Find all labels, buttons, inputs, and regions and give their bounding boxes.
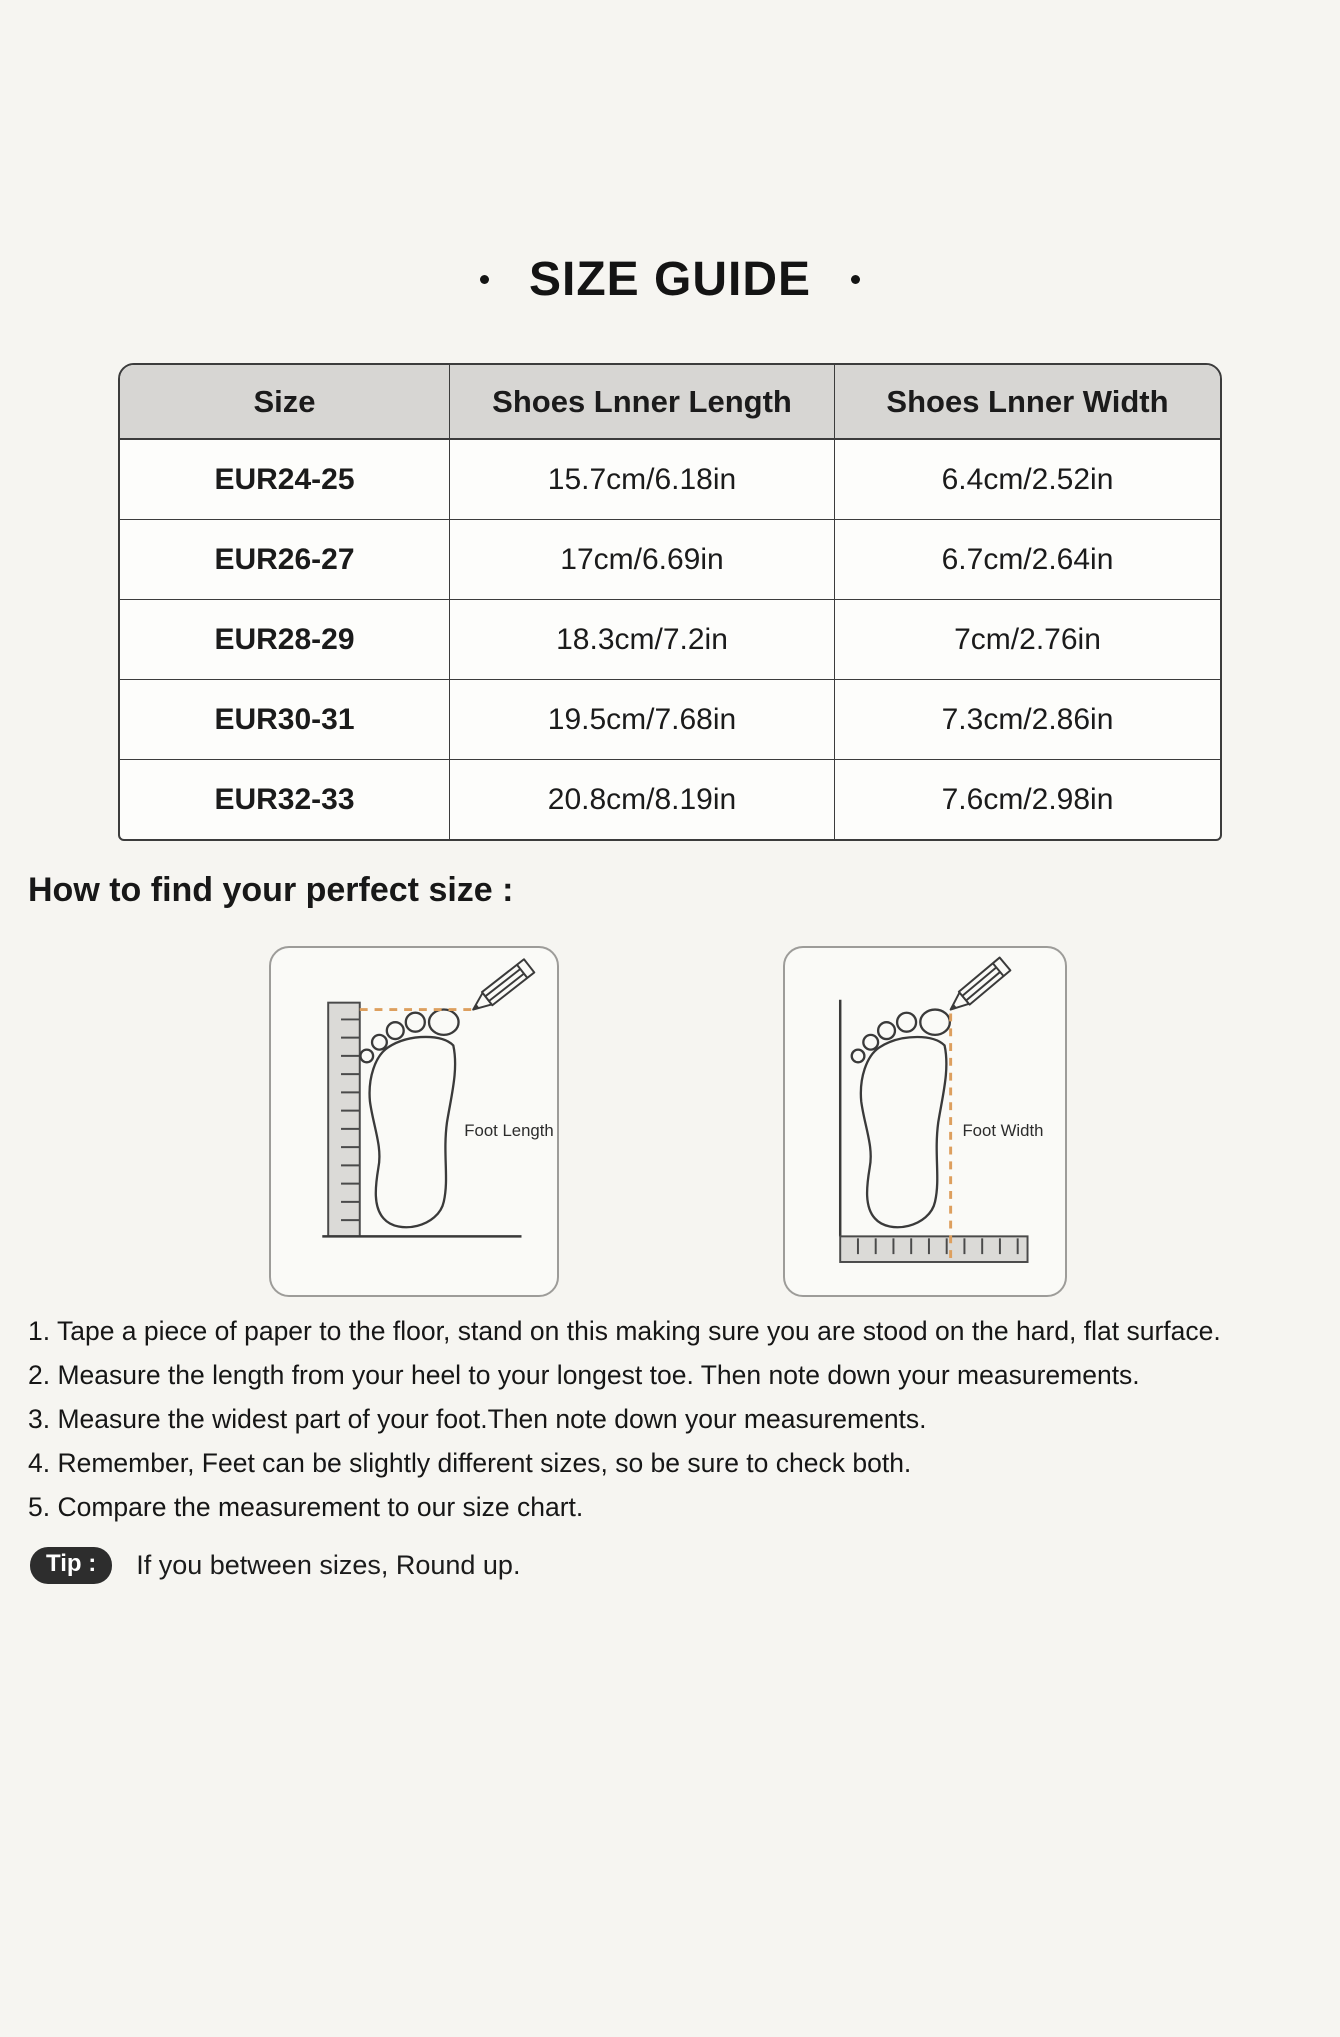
cell-size: EUR30-31 (120, 680, 450, 760)
foot-width-card (783, 946, 1067, 1297)
foot-icon (360, 1010, 458, 1228)
ruler-vertical-icon (328, 1003, 360, 1237)
instruction-step: 5. Compare the measurement to our size chart. (28, 1492, 584, 1522)
size-table (118, 363, 1222, 841)
header-size: Size (120, 365, 450, 440)
tip-text: If you between sizes, Round up. (136, 1550, 521, 1580)
title-dot-left-icon (480, 275, 489, 284)
instruction-step: 1. Tape a piece of paper to the floor, stand on this making sure you are stood on the hard, flat surface. (28, 1316, 1221, 1346)
foot-length-diagram (271, 948, 557, 1295)
tip-badge: Tip : (30, 1547, 112, 1584)
instruction-step: 3. Measure the widest part of your foot.Then note down your measurements. (28, 1404, 927, 1434)
cell-width: 7.6cm/2.98in (941, 782, 1114, 816)
size-table-header-row (120, 365, 1220, 440)
cell-size: EUR26-27 (120, 520, 450, 600)
cell-length: 19.5cm/7.68in (450, 680, 835, 760)
header-inner-length: Shoes Lnner Length (450, 365, 835, 440)
foot-width-label: Foot Width (962, 1120, 1044, 1140)
cell-length: 15.7cm/6.18in (450, 440, 835, 520)
table-row (120, 520, 1220, 600)
foot-length-card (269, 946, 559, 1297)
cell-length: 18.3cm/7.2in (450, 600, 835, 680)
pencil-icon (468, 959, 534, 1016)
tip-row (30, 1547, 1340, 1584)
page-title-row (0, 252, 1340, 307)
table-row (120, 760, 1220, 839)
foot-length-label: Foot Length (464, 1120, 554, 1140)
how-to-heading: How to find your perfect size : (28, 871, 514, 909)
diagram-cards (0, 946, 1340, 1297)
cell-width: 6.7cm/2.64in (835, 520, 1220, 600)
pencil-icon (945, 958, 1010, 1016)
foot-width-diagram (785, 948, 1065, 1295)
cell-width: 6.4cm/2.52in (835, 440, 1220, 520)
cell-width: 7cm/2.76in (835, 600, 1220, 680)
header-inner-width: Shoes Lnner Width (835, 365, 1220, 440)
cell-size: EUR28-29 (120, 600, 450, 680)
cell-length: 20.8cm/8.19in (450, 760, 835, 839)
instruction-step: 2. Measure the length from your heel to your longest toe. Then note down your measurements. (28, 1360, 1140, 1390)
table-row (120, 440, 1220, 520)
instruction-step: 4. Remember, Feet can be slightly different sizes, so be sure to check both. (28, 1448, 912, 1478)
cell-length: 17cm/6.69in (450, 520, 835, 600)
page-title: SIZE GUIDE (528, 253, 812, 306)
cell-size: EUR24-25 (120, 440, 450, 520)
title-dot-right-icon (851, 275, 860, 284)
instructions-list (28, 1309, 1310, 1529)
table-row (120, 680, 1220, 760)
table-row (120, 600, 1220, 680)
cell-size: EUR32-33 (120, 760, 450, 839)
ruler-horizontal-icon (840, 1236, 1027, 1262)
cell-width: 7.3cm/2.86in (835, 680, 1220, 760)
foot-icon (852, 1010, 950, 1228)
